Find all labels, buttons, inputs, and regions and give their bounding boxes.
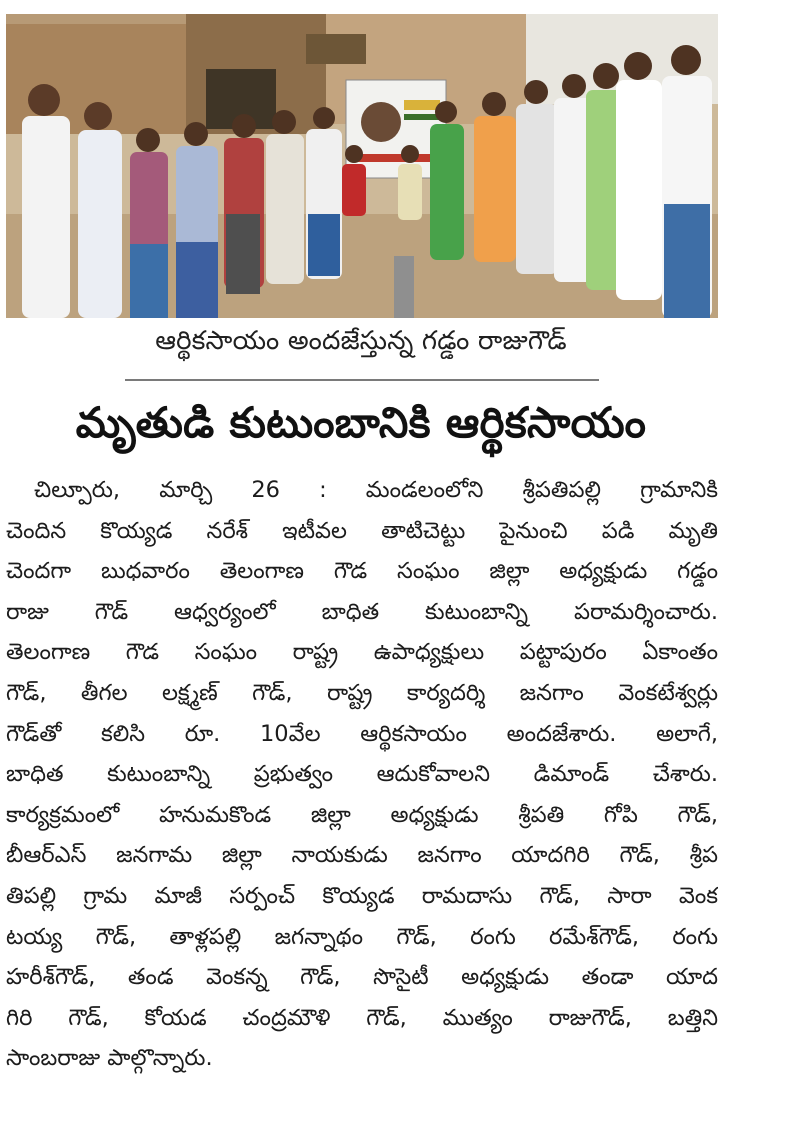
article-line: చిల్పూరు, మార్చి 26 : మండలంలోని శ్రీపతిపల్లి గ్రామానికి	[34, 477, 718, 503]
article-line: హరీశ్‌గౌడ్, తండ వెంకన్న గౌడ్, సొసైటీ అధ్యక్షుడు తండా యాద	[6, 964, 718, 991]
article-line: బాధిత కుటుంబాన్ని ప్రభుత్వం ఆదుకోవాలని డిమాండ్ చేశారు.	[6, 761, 718, 788]
news-photo-illustration	[6, 14, 718, 318]
article-line: రాజు గౌడ్ ఆధ్వర్యంలో బాధిత కుటుంబాన్ని పరామర్శించారు.	[6, 598, 718, 625]
article-body	[6, 470, 718, 1079]
news-photo	[6, 14, 718, 318]
article-line: తెలంగాణ గౌడ సంఘం రాష్ట్ర ఉపాధ్యక్షులు పట్టాపురం ఏకాంతం	[6, 639, 718, 666]
article-line: కార్యక్రమంలో హనుమకొండ జిల్లా అధ్యక్షుడు శ్రీపతి గోపి గౌడ్,	[6, 801, 718, 828]
article-line: బీఆర్ఎస్ జనగామ జిల్లా నాయకుడు జనగాం యాదగిరి గౌడ్, శ్రీప	[6, 842, 718, 869]
article-line: గిరి గౌడ్, కోయడ చంద్రమౌళి గౌడ్, ముత్యం రాజుగౌడ్, బత్తిని	[6, 1004, 718, 1031]
article-headline: మృతుడి కుటుంబానికి ఆర్థికసాయం	[75, 398, 647, 447]
article-line: గౌడ్, తీగల లక్ష్మణ్ గౌడ్, రాష్ట్ర కార్యదర్శి జనగాం వెంకటేశ్వర్లు	[6, 679, 718, 706]
article-line-last: సాంబరాజు పాల్గొన్నారు.	[6, 1045, 213, 1072]
article-line: గౌడ్‌తో కలిసి రూ. 10వేల ఆర్థికసాయం అందజేశారు. అలాగే,	[6, 720, 718, 747]
caption-divider	[125, 379, 599, 381]
article-line: చెందిన కొయ్యడ నరేశ్ ఇటీవల తాటిచెట్టు పైనుంచి పడి మృతి	[6, 517, 718, 544]
article-line: తిపల్లి గ్రామ మాజీ సర్పంచ్ కొయ్యడ రామదాసు గౌడ్, సారా వెంక	[6, 882, 718, 909]
photo-caption: ఆర్థికసాయం అందజేస్తున్న గడ్డం రాజుగౌడ్	[155, 326, 567, 356]
article-line: చెందగా బుధవారం తెలంగాణ గౌడ సంఘం జిల్లా అధ్యక్షుడు గడ్డం	[6, 558, 718, 585]
article-line: టయ్య గౌడ్, తాళ్లపల్లి జగన్నాథం గౌడ్, రంగు రమేశ్‌గౌడ్, రంగు	[6, 923, 718, 950]
